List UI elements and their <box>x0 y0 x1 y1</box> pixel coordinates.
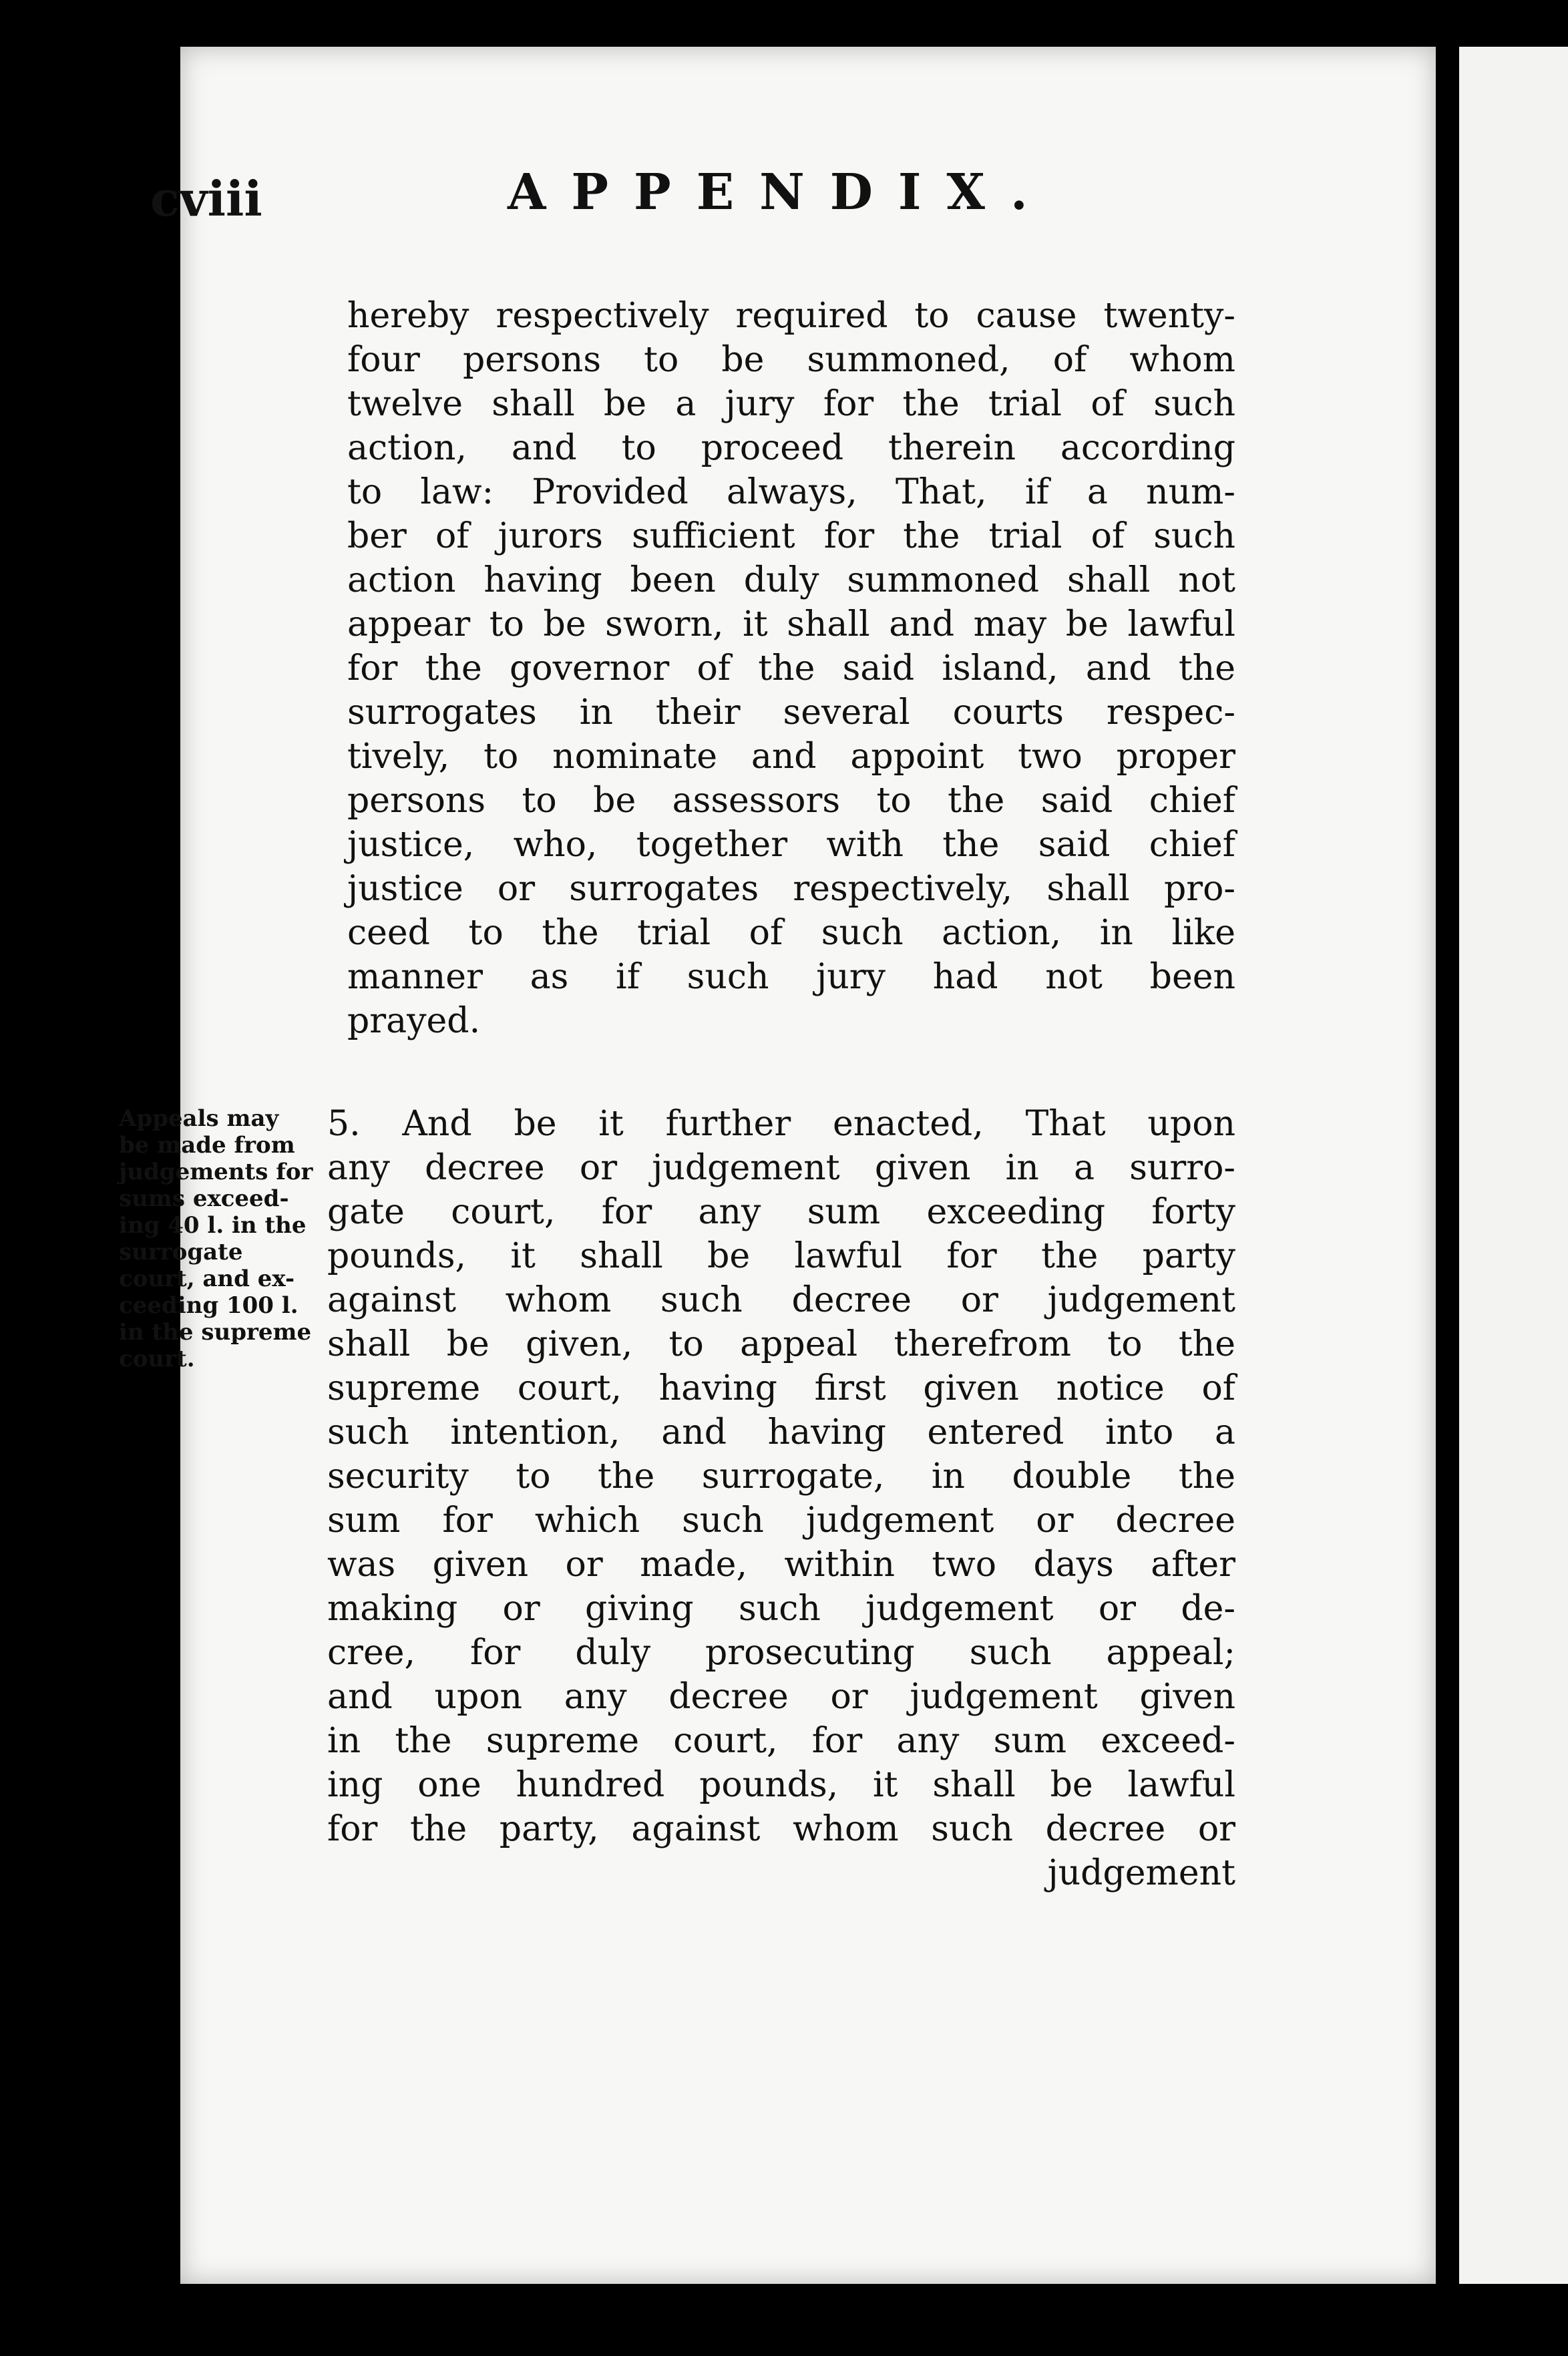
text-line: justice, who, together with the said chief <box>347 825 1235 865</box>
text-line: tively, to nominate and appoint two proper <box>347 737 1235 777</box>
text-line: pounds, it shall be lawful for the party <box>327 1236 1235 1276</box>
text-line: to law: Provided always, That, if a num- <box>347 472 1235 512</box>
marginal-line: court, and ex- <box>119 1265 295 1292</box>
text-line: in the supreme court, for any sum exceed- <box>327 1721 1235 1761</box>
running-head: APPENDIX. <box>508 164 1053 221</box>
marginal-line: ing 40 l. in the <box>119 1212 307 1239</box>
text-line: action having been duly summoned shall not <box>347 560 1235 600</box>
text-line: justice or surrogates respectively, shall pro- <box>347 869 1235 909</box>
catchword: judgement <box>1047 1853 1235 1893</box>
marginal-note <box>119 1105 319 1372</box>
text-line: twelve shall be a jury for the trial of such <box>347 384 1235 424</box>
text-line: against whom such decree or judgement <box>327 1280 1235 1320</box>
paragraph-2 <box>327 1102 1235 1895</box>
marginal-line: in the supreme <box>119 1319 312 1346</box>
text-line: prayed. <box>347 1001 481 1041</box>
text-line: ceed to the trial of such action, in like <box>347 913 1235 953</box>
marginal-line: Appeals may <box>119 1105 279 1132</box>
marginal-line: court. <box>119 1346 195 1372</box>
text-line: surrogates in their several courts respec- <box>347 693 1235 733</box>
text-line: persons to be assessors to the said chief <box>347 781 1235 821</box>
text-line: for the governor of the said island, and the <box>347 648 1235 689</box>
text-line: appear to be sworn, it shall and may be lawful <box>347 604 1235 644</box>
text-line: gate court, for any sum exceeding forty <box>327 1192 1235 1232</box>
text-line: shall be given, to appeal therefrom to the <box>327 1324 1235 1364</box>
text-line: for the party, against whom such decree or <box>327 1809 1235 1849</box>
page-number: cviii <box>150 170 262 227</box>
text-line: four persons to be summoned, of whom <box>347 340 1235 380</box>
marginal-line: surrogate <box>119 1239 243 1265</box>
text-line: making or giving such judgement or de- <box>327 1589 1235 1629</box>
text-line: ber of jurors sufficient for the trial of such <box>347 516 1235 556</box>
page-gutter <box>1436 47 1459 2284</box>
text-line: and upon any decree or judgement given <box>327 1677 1235 1717</box>
text-line: ing one hundred pounds, it shall be lawful <box>327 1765 1235 1805</box>
text-line: manner as if such jury had not been <box>347 957 1235 997</box>
text-line: security to the surrogate, in double the <box>327 1456 1235 1497</box>
marginal-line: sums exceed- <box>119 1185 289 1212</box>
marginal-line: ceeding 100 l. <box>119 1292 299 1319</box>
text-line: cree, for duly prosecuting such appeal; <box>327 1633 1235 1673</box>
text-line: hereby respectively required to cause twenty- <box>347 296 1235 336</box>
text-line: action, and to proceed therein according <box>347 428 1235 468</box>
paragraph-1 <box>347 294 1235 1043</box>
text-line: 5. And be it further enacted, That upon <box>327 1104 1235 1144</box>
text-line: was given or made, within two days after <box>327 1545 1235 1585</box>
text-line: such intention, and having entered into a <box>327 1412 1235 1452</box>
text-line: any decree or judgement given in a surro- <box>327 1148 1235 1188</box>
text-line: sum for which such judgement or decree <box>327 1501 1235 1541</box>
marginal-line: be made from <box>119 1132 295 1159</box>
facing-page-edge <box>1459 47 1568 2284</box>
marginal-line: judgements for <box>119 1159 313 1185</box>
text-line: supreme court, having first given notice of <box>327 1368 1235 1408</box>
